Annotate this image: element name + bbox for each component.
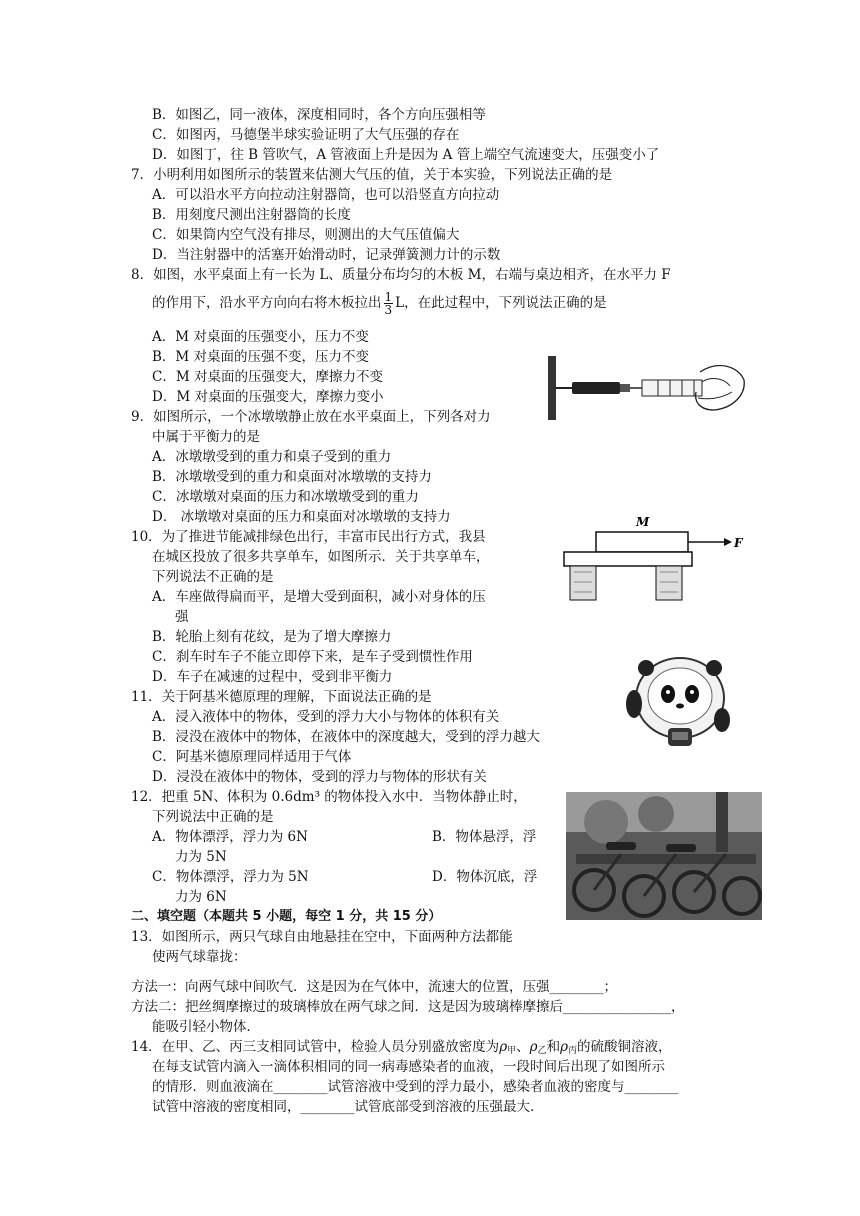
fraction-numerator: 1 bbox=[384, 290, 393, 304]
q14-sep1: 、 bbox=[516, 1039, 530, 1055]
syringe-experiment-figure bbox=[548, 352, 748, 424]
fraction-denominator: 3 bbox=[384, 303, 393, 317]
rho-symbol: ρ bbox=[529, 1039, 538, 1055]
section-heading-fill-blank: 二、填空题（本题共 5 小题，每空 1 分，共 15 分） bbox=[131, 909, 442, 924]
q10-option-c: C．刹车时车子不能立即停下来，是车子受到惯性作用 bbox=[152, 649, 473, 665]
q14-stem-part-a: 14．在甲、乙、丙三支相同试管中，检验人员分别盛放密度为 bbox=[131, 1039, 500, 1055]
q12-option-b-cont: 力为 5N bbox=[175, 849, 227, 865]
q8-option-a: A．M 对桌面的压强变小，压力不变 bbox=[152, 329, 369, 345]
q6-option-c: C．如图丙，马德堡半球实验证明了大气压强的存在 bbox=[152, 127, 460, 143]
q13-method2-cont: 能吸引轻小物体． bbox=[152, 1019, 260, 1035]
q12-option-d-cont: 力为 6N bbox=[175, 889, 227, 905]
q14-stem-line4: 试管中溶液的密度相同，________试管底部受到溶液的压强最大． bbox=[152, 1099, 544, 1115]
shared-bicycles-photo bbox=[566, 792, 762, 920]
q8-option-d: D．M 对桌面的压强变大，摩擦力变小 bbox=[152, 389, 384, 405]
q9-stem-line1: 9．如图所示，一个冰墩墩静止放在水平桌面上，下列各对力 bbox=[131, 409, 491, 425]
q12-option-b: B．物体悬浮，浮 bbox=[432, 829, 537, 845]
rho-symbol: ρ bbox=[560, 1039, 569, 1055]
subscript-bing: 丙 bbox=[568, 1046, 578, 1056]
q14-stem-line1 bbox=[131, 1038, 672, 1060]
fraction-one-third bbox=[384, 291, 394, 316]
q14-stem-line2: 在每支试管内滴入一滴体积相同的同一病毒感染者的血液，一段时间后出现了如图所示 bbox=[152, 1059, 665, 1075]
q11-option-b: B．浸没在液体中的物体，在液体中的深度越大，受到的浮力越大 bbox=[152, 729, 540, 745]
board-label-m: M bbox=[636, 515, 650, 529]
q12-option-a: A．物体漂浮，浮力为 6N bbox=[152, 829, 308, 845]
subscript-yi: 乙 bbox=[537, 1046, 547, 1056]
q8-option-c: C．M 对桌面的压强变大，摩擦力不变 bbox=[152, 369, 383, 385]
q13-method2: 方法二：把丝绸摩擦过的玻璃棒放在两气球之间．这是因为玻璃棒摩擦后________________， bbox=[131, 999, 685, 1015]
q7-option-c: C．如果筒内空气没有排尽，则测出的大气压值偏大 bbox=[152, 227, 460, 243]
q13-stem-line1: 13．如图所示，两只气球自由地悬挂在空中，下面两种方法都能 bbox=[131, 929, 513, 945]
q14-sep2: 和 bbox=[546, 1039, 561, 1055]
q7-option-a: A．可以沿水平方向拉动注射器筒，也可以沿竖直方向拉动 bbox=[152, 187, 500, 203]
q8-stem-part-a: 的作用下，沿水平方向向右将木板拉出 bbox=[152, 295, 382, 311]
q9-option-a: A．冰墩墩受到的重力和桌子受到的重力 bbox=[152, 449, 392, 465]
rho-symbol: ρ bbox=[499, 1039, 508, 1055]
q10-stem-line2: 在城区投放了很多共享单车，如图所示．关于共享单车， bbox=[152, 549, 490, 565]
q7-option-b: B．用刻度尺测出注射器筒的长度 bbox=[152, 207, 351, 223]
q10-stem-line1: 10．为了推进节能减排绿色出行，丰富市民出行方式，我县 bbox=[131, 529, 486, 545]
q8-option-b: B．M 对桌面的压强不变，压力不变 bbox=[152, 349, 370, 365]
q9-option-d: D． 冰墩墩对桌面的压力和桌面对冰墩墩的支持力 bbox=[152, 509, 451, 525]
bing-dwen-dwen-figure bbox=[624, 652, 736, 752]
q11-option-c: C．阿基米德原理同样适用于气体 bbox=[152, 749, 352, 765]
q12-option-c: C．物体漂浮，浮力为 5N bbox=[152, 869, 309, 885]
q7-option-d: D．当注射器中的活塞开始滑动时，记录弹簧测力计的示数 bbox=[152, 247, 501, 263]
q6-option-d: D．如图丁，往 B 管吹气，A 管液面上升是因为 A 管上端空气流速变大，压强变小了 bbox=[152, 147, 660, 163]
q8-stem-line1: 8．如图，水平桌面上有一长为 L、质量分布均匀的木板 M，右端与桌边相齐，在水平力 F bbox=[131, 267, 671, 283]
q11-option-d: D．浸没在液体中的物体，受到的浮力与物体的形状有关 bbox=[152, 769, 487, 785]
force-label-f: F bbox=[734, 536, 743, 550]
q11-option-a: A．浸入液体中的物体，受到的浮力大小与物体的体积有关 bbox=[152, 709, 500, 725]
q11-stem: 11．关于阿基米德原理的理解，下面说法正确的是 bbox=[131, 689, 432, 705]
q12-stem-line2: 下列说法中正确的是 bbox=[152, 809, 274, 825]
q7-stem: 7．小明利用如图所示的装置来估测大气压的值，关于本实验，下列说法正确的是 bbox=[131, 167, 613, 183]
board-on-table-figure bbox=[560, 512, 750, 602]
q12-stem-line1: 12．把重 5N、体积为 0.6dm³ 的物体投入水中．当物体静止时， bbox=[131, 789, 527, 805]
q8-stem-line2 bbox=[152, 290, 607, 316]
q13-method1: 方法一：向两气球中间吹气．这是因为在气体中，流速大的位置，压强________； bbox=[131, 979, 617, 995]
q10-stem-line3: 下列说法不正确的是 bbox=[152, 569, 274, 585]
q9-stem-line2: 中属于平衡力的是 bbox=[152, 429, 260, 445]
subscript-jia: 甲 bbox=[507, 1046, 517, 1056]
q10-option-b: B．轮胎上刻有花纹，是为了增大摩擦力 bbox=[152, 629, 392, 645]
q9-option-c: C．冰墩墩对桌面的压力和冰墩墩受到的重力 bbox=[152, 489, 419, 505]
q9-option-b: B．冰墩墩受到的重力和桌面对冰墩墩的支持力 bbox=[152, 469, 432, 485]
q10-option-a: A．车座做得扁而平，是增大受到面积，减小对身体的压 bbox=[152, 589, 486, 605]
q8-stem-part-b: L，在此过程中，下列说法正确的是 bbox=[395, 295, 607, 311]
q14-stem-line3: 的情形．则血液滴在________试管溶液中受到的浮力最小，感染者血液的密度与________ bbox=[152, 1079, 679, 1095]
q14-stem-part-b: 的硫酸铜溶液， bbox=[577, 1039, 672, 1055]
q12-option-d: D．物体沉底，浮 bbox=[432, 869, 538, 885]
q13-stem-line2: 使两气球靠拢： bbox=[152, 949, 247, 965]
q10-option-a-cont: 强 bbox=[175, 609, 189, 625]
q10-option-d: D．车子在减速的过程中，受到非平衡力 bbox=[152, 669, 393, 685]
q6-option-b: B．如图乙，同一液体，深度相同时，各个方向压强相等 bbox=[152, 107, 486, 123]
